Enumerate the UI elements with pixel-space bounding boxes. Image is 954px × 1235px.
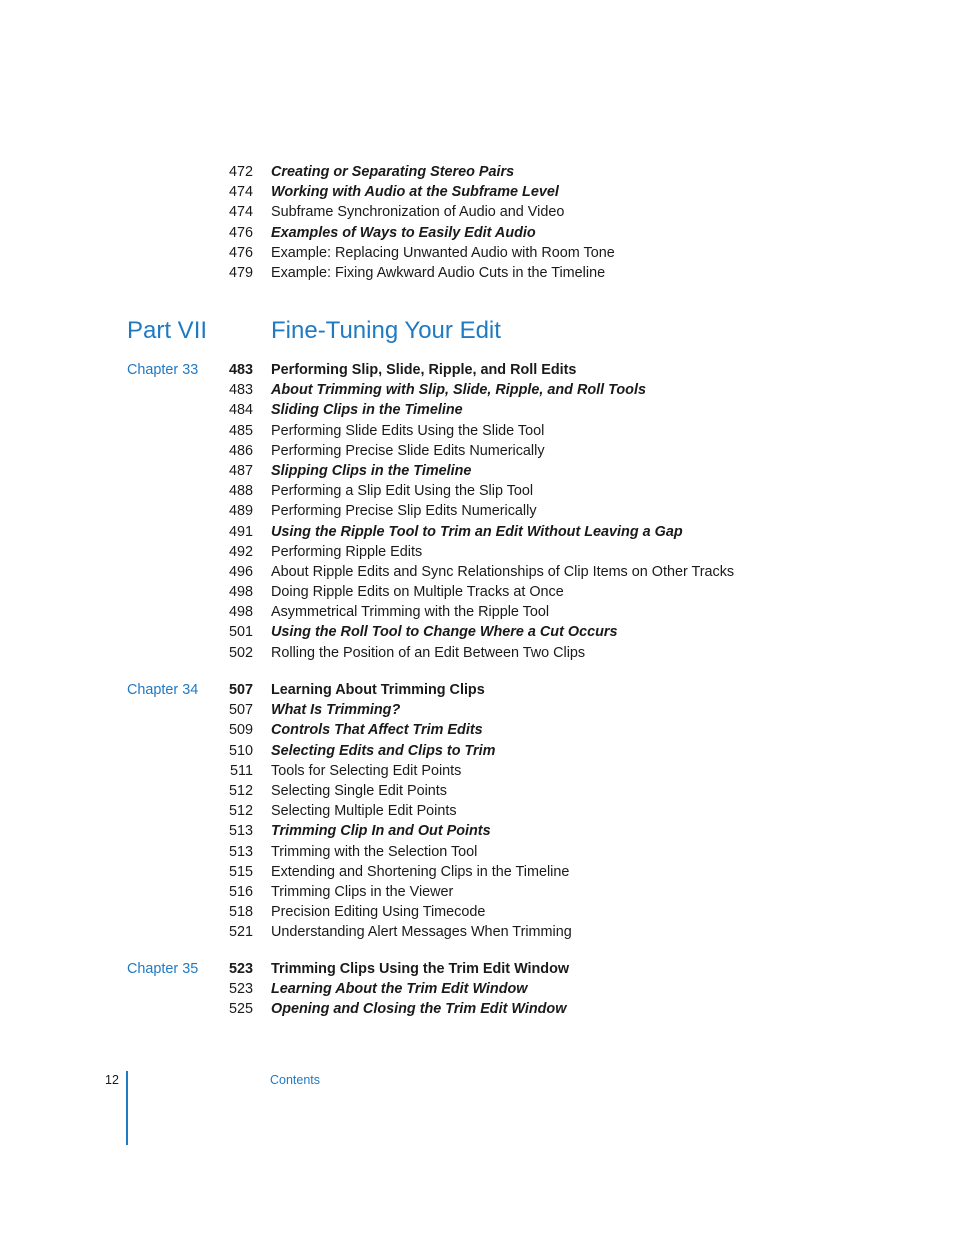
toc-entry-title: Performing Ripple Edits [271,543,423,560]
toc-page-number: 487 [228,462,253,479]
toc-entry-title: Selecting Single Edit Points [271,782,447,799]
toc-entry[interactable] [0,720,954,740]
toc-page-number: 525 [228,1001,253,1018]
chapter-34-block [0,680,954,942]
toc-entry[interactable] [0,643,954,663]
toc-entry[interactable] [0,842,954,862]
toc-page-number: 491 [228,523,253,540]
toc-entry[interactable] [0,421,954,441]
toc-entry[interactable] [0,902,954,922]
toc-entry[interactable] [0,622,954,642]
toc-entry[interactable] [0,481,954,501]
toc-page-number: 486 [228,442,253,459]
toc-entry[interactable] [0,562,954,582]
toc-page-number: 489 [228,503,253,520]
toc-entry-title: Trimming Clips Using the Trim Edit Window [271,961,570,977]
toc-page-number: 476 [228,244,253,261]
toc-entry-title: Sliding Clips in the Timeline [271,402,463,419]
toc-entry[interactable] [0,162,954,182]
toc-entry[interactable] [0,781,954,801]
toc-entry-title: Selecting Edits and Clips to Trim [271,742,496,759]
toc-entry-title: Using the Ripple Tool to Trim an Edit Without Leaving a Gap [271,523,683,540]
chapter-label: Chapter 34 [127,682,199,698]
toc-entry[interactable] [0,801,954,821]
toc-entry-title: Slipping Clips in the Timeline [271,462,472,479]
toc-entry-title: Controls That Affect Trim Edits [271,722,483,739]
chapter-label: Chapter 35 [127,961,199,977]
toc-entry-title: Extending and Shortening Clips in the Timeline [271,863,570,880]
part-title: Fine-Tuning Your Edit [271,317,501,344]
toc-entry[interactable] [0,243,954,263]
toc-entry-title: Selecting Multiple Edit Points [271,803,457,820]
toc-page-number: 511 [230,762,253,779]
toc-entry-title: Performing Precise Slip Edits Numerically [271,503,537,520]
toc-entry-title: Learning About Trimming Clips [271,682,485,698]
toc-entry[interactable] [0,602,954,622]
toc-entry[interactable] [0,959,954,979]
toc-entry[interactable] [0,501,954,521]
part-label: Part VII [127,317,208,344]
toc-page-number: 483 [228,382,253,399]
toc-page-number: 498 [228,584,253,601]
toc-page-number: 496 [228,563,253,580]
toc-entry-title: Opening and Closing the Trim Edit Window [271,1001,567,1018]
toc-page-number: 512 [228,782,253,799]
toc-page-number: 518 [228,904,253,921]
toc-entry[interactable] [0,202,954,222]
toc-page-number: 512 [228,803,253,820]
toc-entry[interactable] [0,821,954,841]
toc-entry-title: Using the Roll Tool to Change Where a Cut Occurs [271,624,618,641]
toc-entry-title: Subframe Synchronization of Audio and Video [271,204,565,221]
toc-entry[interactable] [0,922,954,942]
toc-entry[interactable] [0,680,954,700]
toc-entry[interactable] [0,862,954,882]
toc-page-number: 515 [228,863,253,880]
toc-entry-title: Rolling the Position of an Edit Between Two Clips [271,644,586,661]
toc-entry[interactable] [0,582,954,602]
toc-entry[interactable] [0,882,954,902]
toc-entry-title: Doing Ripple Edits on Multiple Tracks at Once [271,584,564,601]
toc-entry-title: Asymmetrical Trimming with the Ripple Tool [271,604,550,621]
toc-page-number: 510 [228,742,253,759]
toc-page-number: 479 [228,264,253,281]
toc-page-number: 474 [228,204,253,221]
toc-page-number: 476 [228,224,253,241]
footer-section-label: Contents [270,1073,321,1087]
toc-entry-title: Trimming Clip In and Out Points [271,823,491,840]
chapter-33-block [0,360,954,663]
toc-entry-title: About Trimming with Slip, Slide, Ripple, and Roll Tools [271,382,646,399]
footer-page-number: 12 [105,1073,119,1087]
toc-entry-title: Example: Fixing Awkward Audio Cuts in the Timeline [271,264,606,281]
toc-page-number: 523 [228,961,253,977]
toc-entry-title: Trimming with the Selection Tool [271,843,478,860]
toc-page-number: 483 [228,362,253,378]
toc-page-number: 521 [228,924,253,941]
toc-entry[interactable] [0,400,954,420]
toc-entry-title: Performing Precise Slide Edits Numerically [271,442,545,459]
toc-entry[interactable] [0,700,954,720]
continued-entries [0,162,954,283]
toc-entry[interactable] [0,182,954,202]
toc-entry-title: Performing a Slip Edit Using the Slip Tool [271,483,534,500]
toc-entry[interactable] [0,360,954,380]
toc-page-number: 509 [228,722,253,739]
toc-page-number: 492 [228,543,253,560]
toc-entry[interactable] [0,380,954,400]
toc-entry-title: Working with Audio at the Subframe Level [271,184,559,201]
toc-page-number: 516 [228,883,253,900]
toc-page-number: 485 [228,422,253,439]
toc-entry[interactable] [0,441,954,461]
toc-entry[interactable] [0,979,954,999]
toc-page-number: 502 [228,644,253,661]
toc-entry-title: Understanding Alert Messages When Trimming [271,924,572,941]
toc-entry[interactable] [0,741,954,761]
toc-entry[interactable] [0,223,954,243]
toc-entry-title: What Is Trimming? [271,702,401,719]
toc-entry-title: Trimming Clips in the Viewer [271,883,454,900]
toc-page-number: 498 [228,604,253,621]
toc-page-number: 507 [228,682,253,698]
toc-page-number: 474 [228,184,253,201]
toc-entry-title: Precision Editing Using Timecode [271,904,486,921]
toc-page-number: 484 [228,402,253,419]
toc-entry[interactable] [0,999,954,1019]
chapter-35-block [0,959,954,1020]
toc-page-number: 501 [228,624,253,641]
toc-entry[interactable] [0,522,954,542]
toc-entry-title: About Ripple Edits and Sync Relationships of Clip Items on Other Tracks [271,563,735,580]
toc-entry-title: Creating or Separating Stereo Pairs [271,164,515,180]
toc-page-number: 472 [228,164,253,180]
toc-page-number: 507 [228,702,253,719]
toc-entry-title: Performing Slide Edits Using the Slide Tool [271,422,545,439]
toc-entry[interactable] [0,761,954,781]
toc-entry-title: Learning About the Trim Edit Window [271,981,528,998]
toc-entry[interactable] [0,263,954,283]
toc-entry-title: Example: Replacing Unwanted Audio with Room Tone [271,244,615,261]
toc-page-number: 523 [228,981,253,998]
chapter-label: Chapter 33 [127,362,199,378]
toc-entry[interactable] [0,461,954,481]
toc-entry[interactable] [0,542,954,562]
toc-page-number: 488 [228,483,253,500]
toc-page-number: 513 [228,843,253,860]
toc-entry-title: Tools for Selecting Edit Points [271,762,462,779]
toc-page-number: 513 [228,823,253,840]
toc-entry-title: Examples of Ways to Easily Edit Audio [271,224,536,241]
footer-rule [126,1071,128,1145]
toc-entry-title: Performing Slip, Slide, Ripple, and Roll Edits [271,362,577,378]
